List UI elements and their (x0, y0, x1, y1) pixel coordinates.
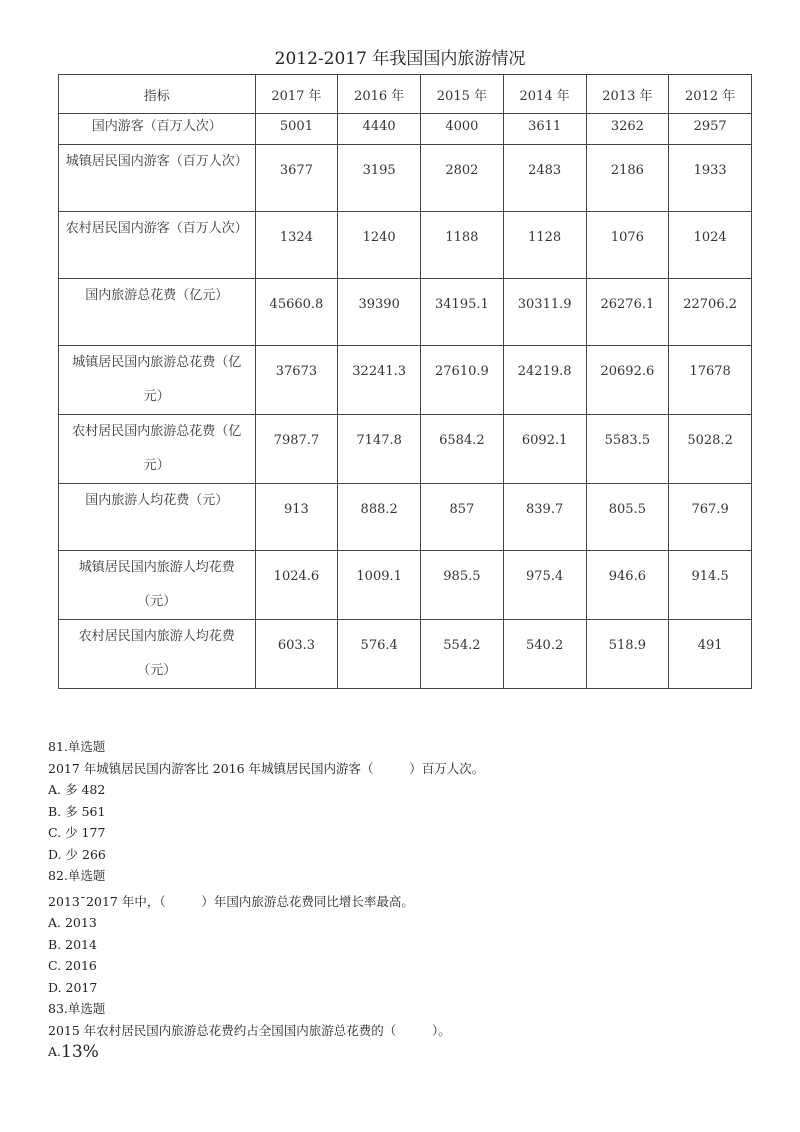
table-row (59, 551, 752, 620)
row-label: 农村居民国内旅游人均花费（元） (59, 620, 256, 689)
table-cell: 554.2 (421, 620, 504, 689)
question-81 (48, 736, 768, 865)
table-row (59, 145, 752, 212)
table-cell: 37673 (255, 346, 338, 415)
question-stem: 2013¯2017 年中，（ ）年国内旅游总花费同比增长率最高。 (48, 893, 414, 909)
table-cell: 1240 (338, 212, 421, 279)
table-header-row (59, 75, 752, 114)
row-label: 农村居民国内旅游总花费（亿元） (59, 415, 256, 484)
table-cell: 3677 (255, 145, 338, 212)
table-cell: 888.2 (338, 484, 421, 551)
column-header: 2017 年 (255, 75, 338, 114)
table-cell: 985.5 (421, 551, 504, 620)
row-label: 国内游客（百万人次） (59, 114, 256, 145)
row-label: 城镇居民国内旅游人均花费（元） (59, 551, 256, 620)
table-cell: 5583.5 (586, 415, 669, 484)
question-stem: 2017 年城镇居民国内游客比 2016 年城镇居民国内游客（ ）百万人次。 (48, 760, 485, 776)
table-cell: 34195.1 (421, 279, 504, 346)
table-cell: 1128 (503, 212, 586, 279)
answer-option[interactable]: D. 少 266 (48, 846, 106, 862)
table-cell: 27610.9 (421, 346, 504, 415)
question-stem: 2015 年农村居民国内旅游总花费约占全国国内旅游总花费的（ ）。 (48, 1022, 451, 1038)
table-row (59, 114, 752, 145)
table-cell: 45660.8 (255, 279, 338, 346)
table-cell: 1024.6 (255, 551, 338, 620)
table-row (59, 279, 752, 346)
table-cell: 975.4 (503, 551, 586, 620)
table-cell: 4440 (338, 114, 421, 145)
table-cell: 1324 (255, 212, 338, 279)
table-cell: 1009.1 (338, 551, 421, 620)
table-cell: 603.3 (255, 620, 338, 689)
table-cell: 24219.8 (503, 346, 586, 415)
table-cell: 914.5 (669, 551, 752, 620)
table-cell: 805.5 (586, 484, 669, 551)
table-title: 2012-2017 年我国国内旅游情况 (274, 49, 526, 69)
question-header: 81.单选题 (48, 739, 106, 754)
tourism-table (58, 74, 752, 689)
table-cell: 17678 (669, 346, 752, 415)
answer-option[interactable]: A. 2013 (48, 915, 97, 930)
table-cell: 22706.2 (669, 279, 752, 346)
answer-option[interactable]: C. 2016 (48, 958, 97, 973)
answer-option[interactable]: A. 多 482 (48, 782, 106, 797)
row-label: 农村居民国内游客（百万人次） (59, 212, 256, 279)
table-row (59, 484, 752, 551)
option-value: 13% (61, 1042, 99, 1062)
table-cell: 7987.7 (255, 415, 338, 484)
table-cell: 3611 (503, 114, 586, 145)
question-header: 83.单选题 (48, 1001, 106, 1016)
table-cell: 540.2 (503, 620, 586, 689)
table-cell: 6092.1 (503, 415, 586, 484)
question-section (48, 736, 768, 1064)
answer-option[interactable]: B. 多 561 (48, 803, 106, 819)
column-header: 2015 年 (421, 75, 504, 114)
question-83 (48, 998, 768, 1064)
table-cell: 767.9 (669, 484, 752, 551)
table-cell: 1933 (669, 145, 752, 212)
table-row (59, 415, 752, 484)
answer-option[interactable] (48, 1041, 768, 1064)
table-cell: 7147.8 (338, 415, 421, 484)
table-row (59, 346, 752, 415)
row-label: 国内旅游总花费（亿元） (59, 279, 256, 346)
table-row (59, 212, 752, 279)
table-cell: 1024 (669, 212, 752, 279)
table-cell: 2802 (421, 145, 504, 212)
column-header: 2013 年 (586, 75, 669, 114)
table-cell: 32241.3 (338, 346, 421, 415)
column-header: 2016 年 (338, 75, 421, 114)
table-cell: 5028.2 (669, 415, 752, 484)
table-cell: 3262 (586, 114, 669, 145)
table-cell: 946.6 (586, 551, 669, 620)
answer-option[interactable]: B. 2014 (48, 936, 97, 952)
table-cell: 5001 (255, 114, 338, 145)
row-label: 城镇居民国内游客（百万人次） (59, 145, 256, 212)
table-cell: 39390 (338, 279, 421, 346)
table-cell: 1188 (421, 212, 504, 279)
table-cell: 839.7 (503, 484, 586, 551)
table-cell: 2957 (669, 114, 752, 145)
table-cell: 913 (255, 484, 338, 551)
table-cell: 2186 (586, 145, 669, 212)
table-row (59, 620, 752, 689)
column-header: 指标 (59, 75, 256, 114)
row-label: 国内旅游人均花费（元） (59, 484, 256, 551)
table-cell: 576.4 (338, 620, 421, 689)
table-cell: 4000 (421, 114, 504, 145)
table-cell: 20692.6 (586, 346, 669, 415)
answer-option[interactable]: C. 少 177 (48, 825, 106, 840)
answer-option[interactable]: D. 2017 (48, 979, 98, 995)
row-label: 城镇居民国内旅游总花费（亿元） (59, 346, 256, 415)
table-cell: 26276.1 (586, 279, 669, 346)
table-cell: 1076 (586, 212, 669, 279)
column-header: 2012 年 (669, 75, 752, 114)
table-cell: 491 (669, 620, 752, 689)
question-header: 82.单选题 (48, 868, 106, 883)
table-cell: 30311.9 (503, 279, 586, 346)
table-cell: 3195 (338, 145, 421, 212)
question-82 (48, 865, 768, 998)
option-prefix: A. (48, 1044, 62, 1059)
table-cell: 6584.2 (421, 415, 504, 484)
column-header: 2014 年 (503, 75, 586, 114)
table-cell: 2483 (503, 145, 586, 212)
table-cell: 857 (421, 484, 504, 551)
table-cell: 518.9 (586, 620, 669, 689)
